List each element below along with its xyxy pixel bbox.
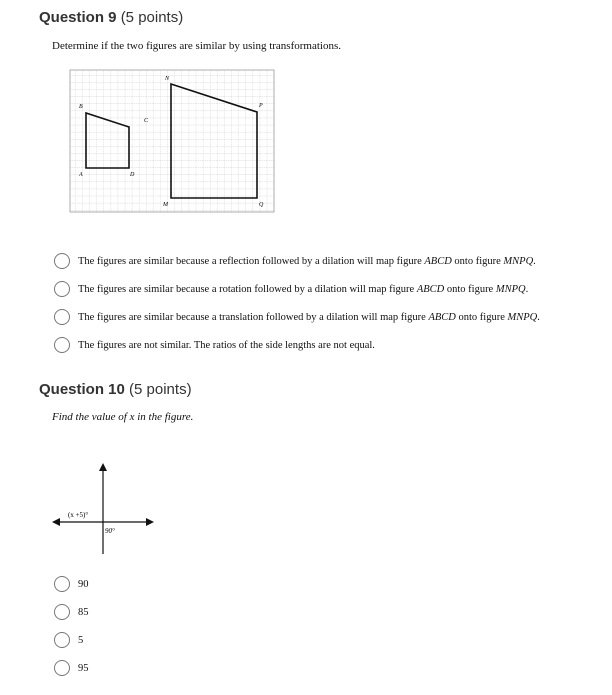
q9-option-1[interactable]: [54, 251, 536, 271]
angle-expression-label: (x +5)°: [68, 511, 89, 519]
q10-option-3-label: 5: [78, 634, 84, 646]
label-p: P: [259, 103, 263, 109]
question-10-prompt: Find the value of x in the figure.: [52, 411, 194, 423]
label-c: C: [144, 118, 149, 124]
q9-option-4[interactable]: [54, 335, 375, 355]
q10-option-4-label: 95: [78, 662, 89, 674]
label-a: A: [79, 172, 83, 178]
radio-button[interactable]: [54, 660, 70, 676]
question-9-prompt: Determine if the two figures are similar by using transformations.: [52, 40, 341, 52]
question-9-number: Question 9: [39, 9, 117, 26]
radio-button[interactable]: [54, 632, 70, 648]
right-arrow-icon: [146, 518, 154, 526]
question-10-points: (5 points): [129, 381, 192, 398]
question-9-points: (5 points): [120, 9, 184, 26]
label-n: N: [165, 76, 170, 82]
right-angle-label: 90°: [105, 527, 115, 535]
q9-option-2-label: The figures are similar because a rotation followed by a dilation will map figure ABCD onto figure MNPQ.: [78, 283, 529, 295]
q9-option-3-label: The figures are similar because a translation followed by a dilation will map figure ABCD onto figure MNPQ.: [78, 311, 540, 323]
q10-option-2-label: 85: [78, 606, 89, 618]
radio-button[interactable]: [54, 576, 70, 592]
q9-option-2[interactable]: [54, 279, 528, 299]
radio-button[interactable]: [54, 604, 70, 620]
label-q: Q: [259, 202, 264, 208]
question-9-title: [39, 9, 183, 26]
similar-figures-grid: [68, 68, 278, 216]
q9-option-3[interactable]: [54, 307, 540, 327]
q10-option-1-label: 90: [78, 578, 89, 590]
label-m: M: [163, 202, 168, 208]
q10-option-2[interactable]: [54, 602, 89, 622]
left-arrow-icon: [52, 518, 60, 526]
label-d: D: [130, 172, 135, 178]
q9-option-4-label: The figures are not similar. The ratios of the side lengths are not equal.: [78, 339, 375, 351]
up-arrow-icon: [99, 463, 107, 471]
label-b: B: [79, 104, 83, 110]
q10-option-4[interactable]: [54, 658, 89, 678]
radio-button[interactable]: [54, 253, 70, 269]
radio-button[interactable]: [54, 309, 70, 325]
grid-background: [70, 70, 274, 212]
q10-option-1[interactable]: [54, 574, 89, 594]
radio-button[interactable]: [54, 337, 70, 353]
question-10-number: Question 10: [39, 381, 125, 398]
q9-option-1-label: The figures are similar because a reflection followed by a dilation will map figure ABCD onto figure MNPQ.: [78, 255, 536, 267]
angle-figure: [48, 458, 158, 558]
q10-option-3[interactable]: [54, 630, 83, 650]
question-10-title: [39, 381, 192, 398]
radio-button[interactable]: [54, 281, 70, 297]
